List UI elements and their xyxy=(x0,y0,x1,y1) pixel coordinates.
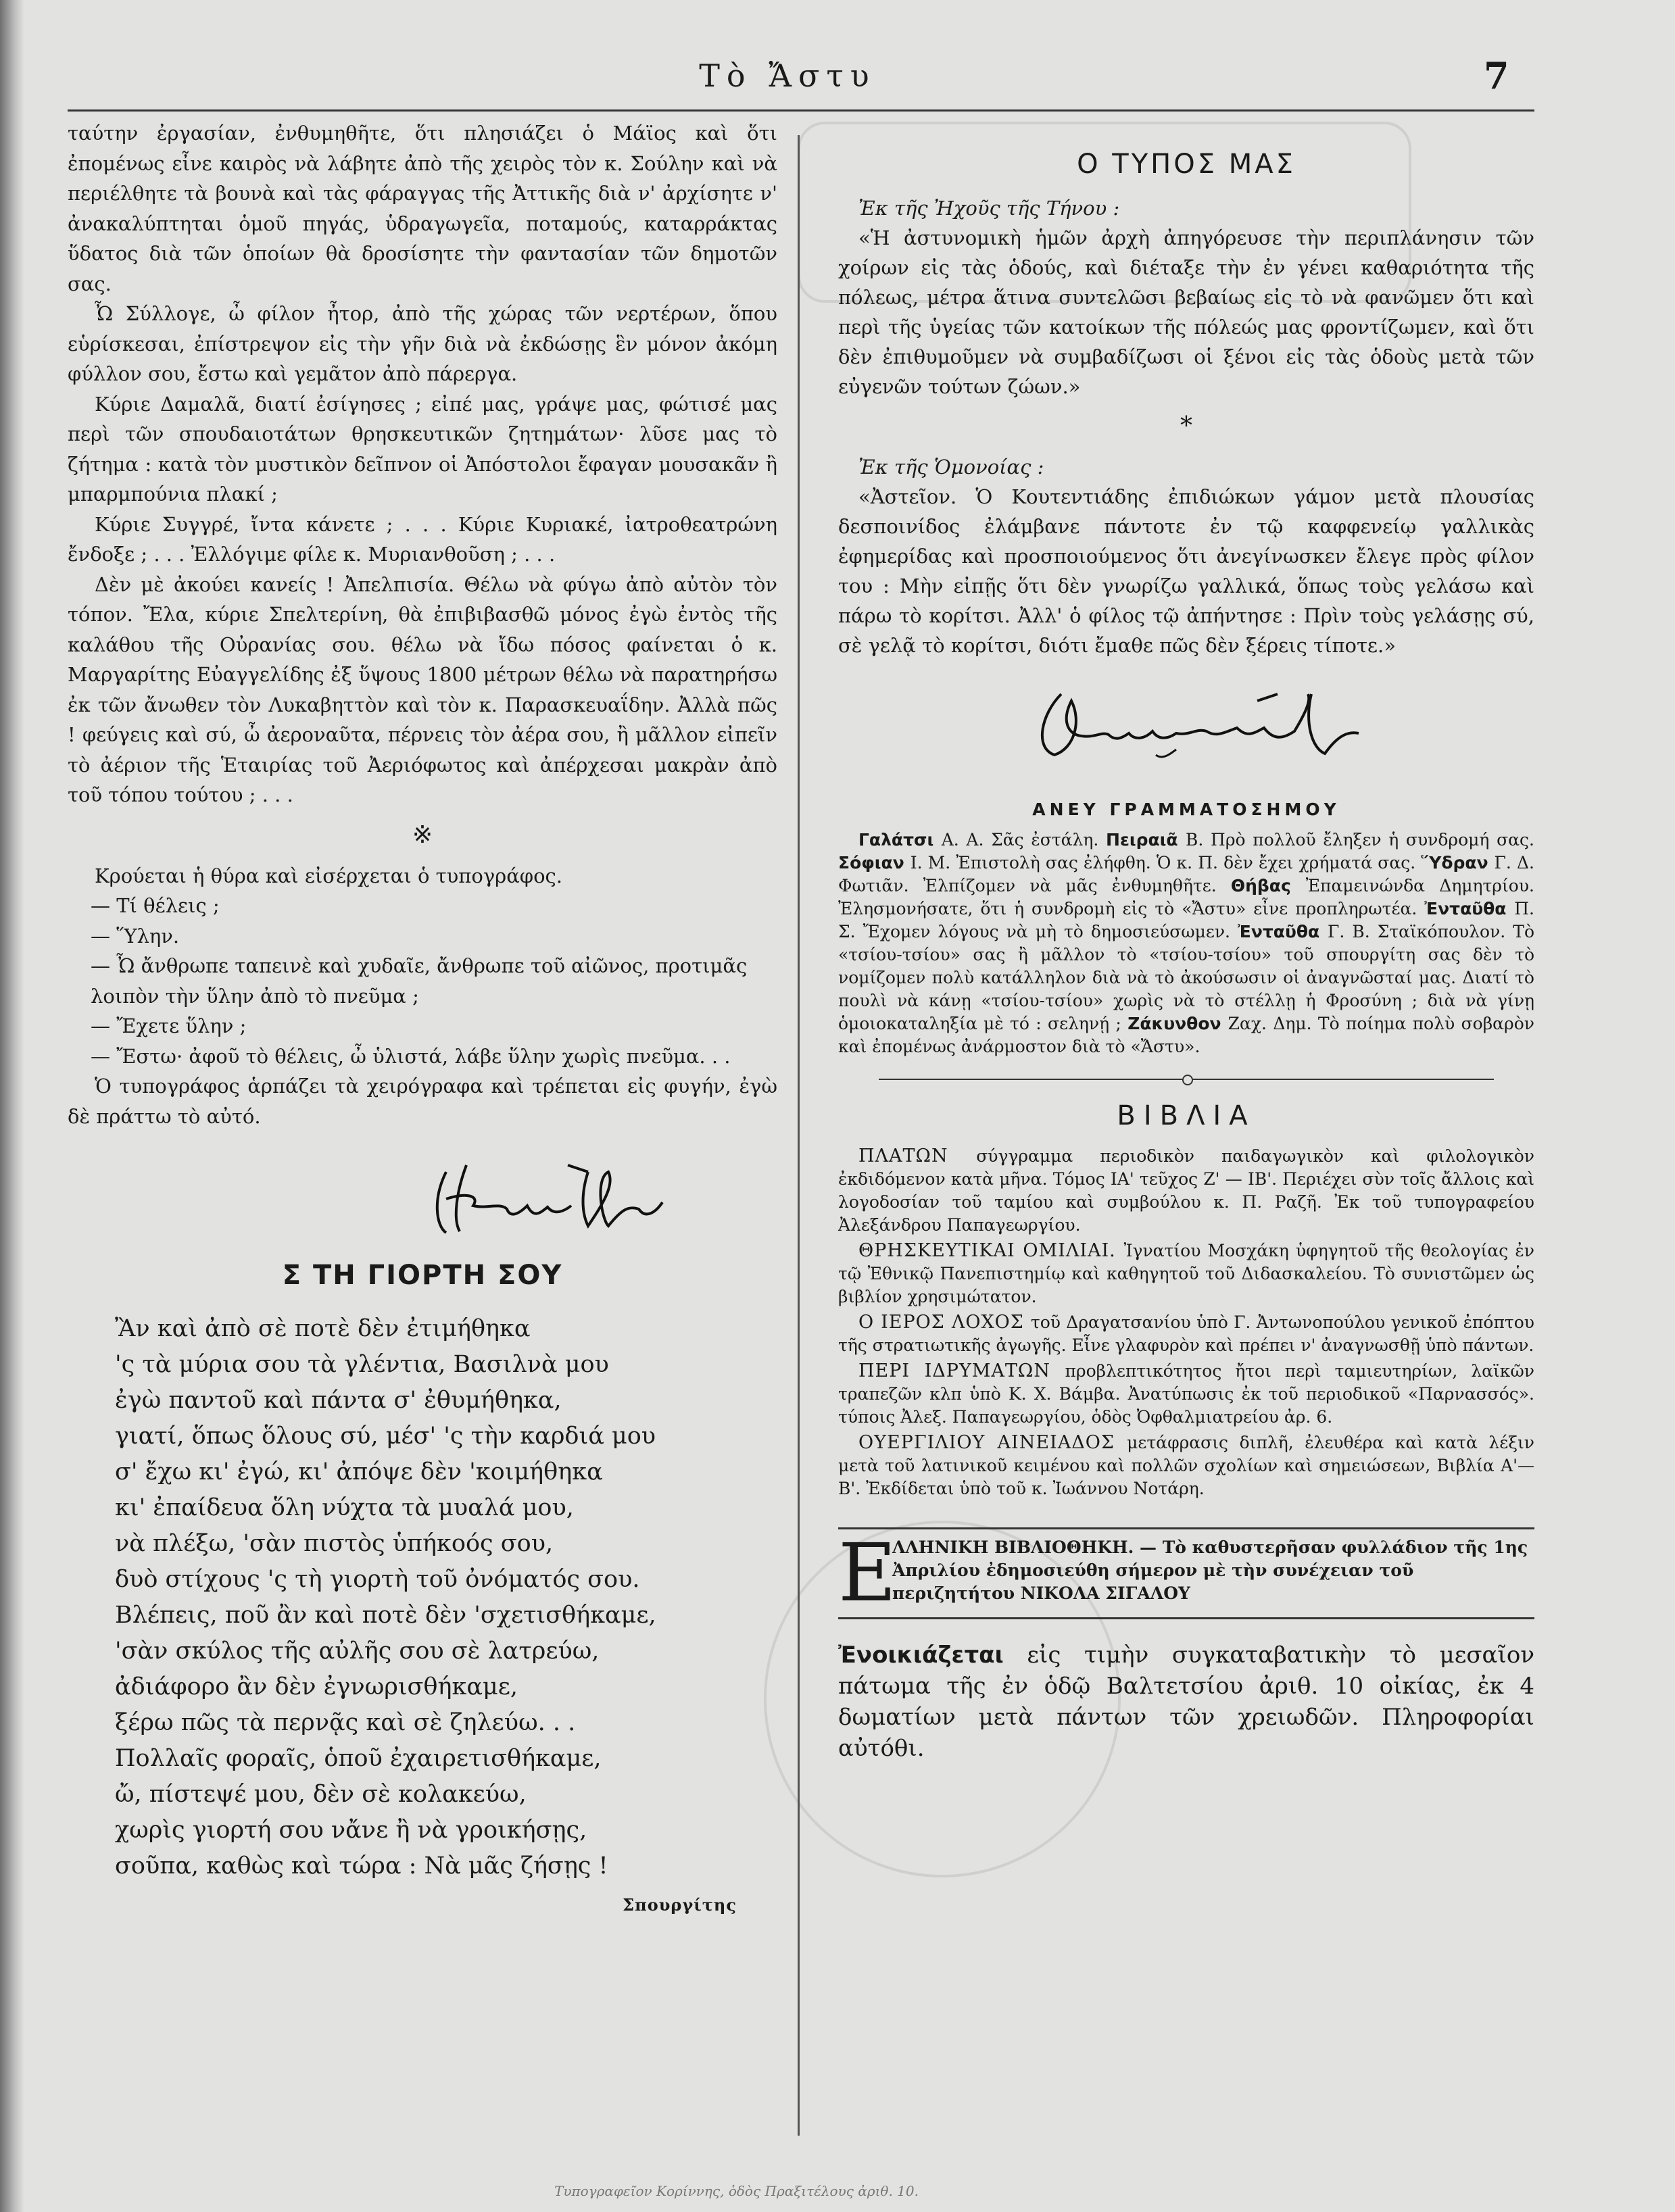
quote: «Ἀστεῖον. Ὁ Κουτεντιάδης ἐπιδιώκων γάμον μετὰ πλουσίας δεσποινίδος ἐλάμβανε πάντοτε ἐν τῷ καφφενείῳ γαλλικὰς ἐφημερίδας καὶ προσποιούμενος ὅτι ἀνεγίνωσκεν ἔλεγε πρὸς φίλον του : Μὴν εἰπῇς ὅτι δὲν γνωρίζω γαλλικά, ὅπως τοὺς γελάσω καὶ πάρω τὸ κορίτσι. Ἀλλ' ὁ φίλος τῷ ἀπήντησε : Πρὶν τοὺς γελάσῃς σύ, σὲ γελᾷ τὸ κορίτσι, διότι ἔμαθε πῶς δὲν ξέρεις τίποτε.» xyxy=(838,485,1534,657)
book-title: Ο ΙΕΡΟΣ ΛΟΧΟΣ xyxy=(858,1312,1031,1333)
book-entry xyxy=(838,1431,1534,1500)
poem-line: χωρὶς γιορτή σου νἄνε ἢ νὰ γροικήσῃς, xyxy=(115,1817,587,1844)
book-title: ΘΡΗΣΚΕΥΤΙΚΑΙ ΟΜΙΛΙΑΙ. xyxy=(858,1240,1124,1261)
divider-ornament xyxy=(1182,1075,1193,1085)
book-description: Ἰγνατίου Μοσχάκη ὑφηγητοῦ τῆς θεολογίας ἐν τῷ Ἐθνικῷ Πανεπιστημίῳ καὶ καθηγητοῦ τοῦ Διδασκαλείου. Τὸ συνιστῶμεν ὡς βιβλίον χρησιμώτατον. xyxy=(838,1241,1534,1306)
dialogue-line: — Τί θέλεις ; xyxy=(91,894,220,917)
poem-line: 'ς τὰ μύρια σου τὰ γλέντια, Βασιλνὰ μου xyxy=(115,1351,609,1378)
correspondent-reply: Ι. Μ. Ἐπιστολὴ σας ἐλήφθη. Ὁ κ. Π. δὲν ἔχει χρήματά σας. xyxy=(910,853,1422,872)
book-description: μετάφρασις διπλῆ, ἐλευθέρα καὶ κατὰ λέξιν μετὰ τοῦ λατινικοῦ κειμένου καὶ πολλῶν σχολίων καὶ σημειώσεων, Βιβλία Α'—Β'. Ἐκδίδεται ὑπὸ τοῦ κ. Ἰωάννου Νοτάρη. xyxy=(838,1433,1534,1498)
source-line: Ἐκ τῆς Ὁμονοίας : xyxy=(858,456,1044,478)
quote: «Ἡ ἀστυνομικὴ ἡμῶν ἀρχὴ ἀπηγόρευσε τὴν περιπλάνησιν τῶν χοίρων εἰς τὰς ὁδούς, καὶ διέταξε τὴν ἐν γένει καθαριότητα τῆς πόλεως, μέτρα ἅτινα συντελῶσι βεβαίως εἰς τὸ νὰ φανῶμεν ὅτι καὶ περὶ τῆς ὑγείας τῶν κατοίκων τῆς πόλεώς μας φροντίζωμεν, καὶ ὅτι δὲν ἐπιθυμοῦμεν νὰ συμβαδίζωσι οἱ ξένοι εἰς τὰς ὁδοὺς μετὰ τῶν εὐγενῶν τούτων ζώων.» xyxy=(838,226,1534,398)
book-title: ΠΛΑΤΩΝ xyxy=(858,1146,977,1166)
section-title-correspondence: ΑΝΕΥ ΓΡΑΜΜΑΤΟΣΗΜΟΥ xyxy=(1032,800,1340,819)
correspondent-name: Ζάκυνθον xyxy=(1127,1014,1228,1033)
correspondent-reply: Ζαχ. Δημ. Τὸ ποίημα πολὺ σοβαρὸν καὶ ἐπομένως ἀνάρμοστον διὰ τὸ «Ἄστυ». xyxy=(838,1014,1534,1056)
poem-line: γιατί, ὅπως ὅλους σύ, μέσ' 'ς τὴν καρδιά μου xyxy=(115,1423,656,1450)
book-entry xyxy=(838,1360,1534,1429)
books-list xyxy=(838,1145,1534,1500)
column-rule xyxy=(798,135,800,2136)
header-rule xyxy=(68,109,1534,112)
section-title-press: Ο ΤΥΠΟΣ ΜΑΣ xyxy=(1077,149,1296,180)
dialogue xyxy=(68,891,777,1071)
poem xyxy=(68,1311,777,1884)
poem-line: κι' ἐπαίδευα ὅλη νύχτα τὰ μυαλά μου, xyxy=(115,1494,574,1521)
poem-line: ὤ, πίστεψέ μου, δὲν σὲ κολακεύω, xyxy=(115,1781,527,1808)
poem-line: Πολλαῖς φοραῖς, ὁποῦ ἐχαιρετισθήκαμε, xyxy=(115,1745,602,1772)
right-column xyxy=(838,142,1534,1787)
correspondent-name: Γαλάτσι xyxy=(858,830,942,850)
advertisement xyxy=(838,1640,1534,1764)
newspaper-title: Τὸ Ἄστυ xyxy=(699,57,876,94)
source-line: Ἐκ τῆς Ἠχοῦς τῆς Τήνου : xyxy=(858,197,1120,220)
paragraph: Ὦ Σύλλογε, ὦ φίλον ἦτορ, ἀπὸ τῆς χώρας τῶν νερτέρων, ὅπου εὑρίσκεσαι, ἐπίστρεψον εἰς τὴν γῆν διὰ νὰ ἐκδώσῃς ἓν μόνον ἀκόμη φύλλον σου, ἔστω καὶ γεμᾶτον ἀπὸ πάρεργα. xyxy=(68,302,777,385)
dialogue-line: — Ὕλην. xyxy=(91,924,180,948)
dialogue-line: — Ὦ ἄνθρωπε ταπεινὲ καὶ χυδαῖε, ἄνθρωπε τοῦ αἰῶνος, προτιμᾶς λοιπὸν τὴν ὕλην ἀπὸ τὸ πνεῦμα ; xyxy=(91,954,748,1008)
section-separator: * xyxy=(1180,412,1192,440)
paragraph: Δὲν μὲ ἀκούει κανείς ! Ἀπελπισία. Θέλω νὰ φύγω ἀπὸ αὐτὸν τὸν τόπον. Ἔλα, κύριε Σπελτερίνη, θὰ ἐπιβιβασθῶ μόνος ἐγὼ ἐντὸς τῆς καλάθου τῆς Οὐρανίας σου. θέλω νὰ ἴδω πόσος φαίνεται ὁ κ. Μαργαρίτης Εὐαγγελίδης ἐξ ὕψους 1800 μέτρων θέλω νὰ παρατηρήσω ἐκ τῶν ἄνωθεν τὸν Λυκαβηττὸν καὶ τὸν κ. Παρασκευαΐδην. Ἀλλὰ πῶς ! φεύγεις καὶ σύ, ὦ ἀεροναῦτα, πέρνεις τὸν ἀέρα σου, ἢ μᾶλλον εἰπεῖν τὸ ἀέριον τῆς Ἑταιρίας τοῦ Ἀεριόφωτος καὶ ἀπέρχεσαι μακρὰν ἀπὸ τοῦ τόπου τούτου ; . . . xyxy=(68,572,777,806)
paragraph: Ὁ τυπογράφος ἁρπάζει τὰ χειρόγραφα καὶ τρέπεται εἰς φυγήν, ἐγὼ δὲ πράττω τὸ αὐτό. xyxy=(68,1075,777,1128)
poem-line: σοῦπα, καθὼς καὶ τώρα : Νὰ μᾶς ζήσῃς ! xyxy=(115,1852,608,1879)
paragraph: Κρούεται ἡ θύρα καὶ εἰσέρχεται ὁ τυπογράφος. xyxy=(95,864,563,887)
section-title-books: ΒΙΒΛΙΑ xyxy=(1117,1100,1256,1131)
correspondent-reply: Β. Πρὸ πολλοῦ ἔληξεν ἡ συνδρομή σας. xyxy=(1186,830,1534,850)
dialogue-line: — Ἔστω· ἀφοῦ τὸ θέλεις, ὦ ὑλιστά, λάβε ὕλην χωρὶς πνεῦμα. . . xyxy=(91,1044,731,1068)
correspondent-reply: Ἐπαμεινώνδα Δημητρίου. Ἐλησμονήσατε, ὅτι ἡ συνδρομὴ εἰς τὸ «Ἄστυ» εἶνε προπληρωτέα. xyxy=(838,876,1535,918)
correspondent-name: Ἐνταῦθα xyxy=(1424,899,1515,918)
section-separator: ※ xyxy=(412,820,433,849)
book-description: σύγγραμμα περιοδικὸν παιδαγωγικὸν καὶ φιλολογικὸν ἐκδιδόμενον κατὰ μῆνα. Τόμος ΙΑ' τεῦχος Ζ' — ΙΒ'. Περιέχει σὺν τοῖς ἄλλοις καὶ λογοδοσίαν τοῦ ταμίου καὶ συμβούλου κ. Π. Ραζῆ. Ἐκ τοῦ τυπογραφείου Ἀλεξάνδρου Παπαγεωργίου. xyxy=(838,1146,1534,1235)
correspondence xyxy=(838,829,1534,1058)
book-entry xyxy=(838,1239,1534,1308)
correspondent-reply: Γ. Δ. Φωτιᾶν. Ἐλπίζομεν νὰ μᾶς ἐνθυμηθῆτε. xyxy=(838,853,1535,895)
poem-line: δυὸ στίχους 'ς τὴ γιορτὴ τοῦ ὀνόματός σου. xyxy=(115,1566,640,1593)
poem-line: Βλέπεις, ποῦ ἂν καὶ ποτὲ δὲν 'σχετισθήκαμε, xyxy=(115,1602,656,1629)
correspondent-name: Ἐνταῦθα xyxy=(1238,922,1328,941)
correspondent-name: Σόφιαν xyxy=(838,853,911,872)
binding-shadow xyxy=(0,0,24,2212)
poem-line: ξέρω πῶς τὰ περνᾷς καὶ σὲ ζηλεύω. . . xyxy=(115,1709,576,1736)
notice-box xyxy=(838,1527,1534,1619)
poem-line: ἐγὼ παντοῦ καὶ πάντα σ' ἐθυμήθηκα, xyxy=(115,1387,562,1414)
correspondent-reply: Π. Σ. Ἔχομεν λόγους νὰ μὴ τὸ δημοσιεύσωμεν. xyxy=(838,899,1534,941)
poem-line: σ' ἔχω κι' ἐγώ, κι' ἀπόψε δὲν 'κοιμήθηκα xyxy=(115,1458,603,1485)
poem-line: νὰ πλέξω, 'σὰν πιστὸς ὑπήκοός σου, xyxy=(115,1530,554,1557)
dialogue-line: — Ἔχετε ὕλην ; xyxy=(91,1014,247,1037)
poem-line: Ἂν καὶ ἀπὸ σὲ ποτὲ δὲν ἐτιμήθηκα xyxy=(115,1315,531,1342)
correspondent-reply: Α. Α. Σᾶς ἐστάλη. xyxy=(941,830,1107,850)
correspondent-name: Ὕδραν xyxy=(1421,853,1495,872)
book-title: ΠΕΡΙ ΙΔΡΥΜΑΤΩΝ xyxy=(858,1360,1065,1381)
correspondent-name: Θήβας xyxy=(1230,876,1306,895)
drop-cap: Ε xyxy=(838,1526,897,1619)
handwritten-signature xyxy=(838,674,1534,775)
book-title: ΟΥΕΡΓΙΛΙΟΥ ΑΙΝΕΙΑΔΟΣ xyxy=(858,1432,1127,1453)
paragraph: Κύριε Συγγρέ, ἴντα κάνετε ; . . . Κύριε Κυριακέ, ἰατροθεατρώνη ἔνδοξε ; . . . Ἐλλόγιμε φίλε κ. Μυριανθοῦση ; . . . xyxy=(68,512,777,566)
book-entry xyxy=(838,1311,1534,1357)
paragraph: ταύτην ἐργασίαν, ἐνθυμηθῆτε, ὅτι πλησιάζει ὁ Μάϊος καὶ ὅτι ἐπομένως εἶνε καιρὸς νὰ λάβητε ἀπὸ τῆς χειρὸς τὸν κ. Σούλην καὶ νὰ περιέλθητε τὰ βουνὰ καὶ τὰς φάραγγας τῆς Ἀττικῆς διὰ ν' ἀρχίσητε ν' ἀνακαλύπτηται ὁμοῦ πηγάς, ὑδραγωγεῖα, ποταμούς, καταρράκτας ὕδατος διὰ τῶν ὁποίων θὰ δροσίσητε τὴν φαντασίαν τῶν δημοτῶν σας. xyxy=(68,122,777,295)
divider xyxy=(879,1079,1494,1080)
printer-footer: Τυπογραφεῖον Κορίννης, ὁδὸς Πραξιτέλους ἀριθ. 10. xyxy=(554,2183,919,2199)
poem-signature: Σπουργίτης xyxy=(623,1895,737,1915)
notice-text: ΛΛΗΝΙΚΗ ΒΙΒΛΙΟΘΗΚΗ. — Τὸ καθυστερῆσαν φυλλάδιον τῆς 1ης Ἀπριλίου ἐδημοσιεύθη σήμερον μὲ τὴν συνέχειαν τοῦ περιζητήτου ΝΙΚΟΛΑ ΣΙΓΑΛΟΥ xyxy=(892,1538,1528,1603)
poem-line: ἀδιάφορο ἂν δὲν ἐγνωρισθήκαμε, xyxy=(115,1673,518,1700)
left-column xyxy=(68,118,777,1915)
handwritten-signature xyxy=(68,1145,777,1246)
book-description: τοῦ Δραγατσανίου ὑπὸ Γ. Ἀντωνοπούλου γενικοῦ ἐπόπτου τῆς στρατιωτικῆς ἀγωγῆς. Εἶνε γλαφυρὸν καὶ πρέπει ν' ἀναγνωσθῇ ὑπὸ πάντων. xyxy=(838,1312,1534,1355)
correspondent-reply: Γ. Β. Σταϊκόπουλον. Τὸ «τσίου-τσίου» σας ἢ μᾶλλον τὸ «τσίου-τσίου» τοῦ σπουργίτη σας δὲν τὸ νομίζομεν πολὺ κατάλληλον διὰ νὰ τὸ ἀκούσωσιν οἱ ἀναγνῶσταί μας. Διατί τὸ πουλὶ νὰ κάνῃ «τσίου-τσίου» χωρὶς νὰ τὸ στέλλῃ ἡ Φροσύνη ; διὰ νὰ γίνῃ ὁμοιοκαταληξία μὲ τό : σεληνῄ ; xyxy=(838,922,1534,1033)
poem-title: Σ ΤΗ ΓΙΟΡΤΗ ΣΟΥ xyxy=(282,1260,563,1291)
ad-lead: Ἐνοικιάζεται xyxy=(838,1642,1004,1669)
book-description: προβλεπτικότητος ἤτοι περὶ ταμιευτηρίων, λαϊκῶν τραπεζῶν κλπ ὑπὸ Κ. Χ. Βάμβα. Ἀνατύπωσις ἐκ τοῦ περιοδικοῦ «Παρνασσός». τύποις Ἀλεξ. Παπαγεωργίου, ὁδὸς Ὀφθαλμιατρείου ἀρ. 6. xyxy=(838,1361,1534,1427)
poem-line: 'σὰν σκύλος τῆς αὐλῆς σου σὲ λατρεύω, xyxy=(115,1638,600,1665)
paragraph: Κύριε Δαμαλᾶ, διατί ἐσίγησες ; εἰπέ μας, γράψε μας, φώτισέ μας περὶ τῶν σπουδαιοτάτων θρησκευτικῶν ζητημάτων· λῦσε μας τὸ ζήτημα : κατὰ τὸν μυστικὸν δεῖπνον οἱ Ἀπόστολοι ἔφαγαν μουσακᾶν ἢ μπαρμπούνια πλακί ; xyxy=(68,392,777,506)
page-number: 7 xyxy=(1484,54,1509,97)
correspondent-name: Πειραιᾶ xyxy=(1106,830,1186,850)
book-entry xyxy=(838,1145,1534,1237)
ad-text: εἰς τιμὴν συγκαταβατικὴν τὸ μεσαῖον πάτωμα τῆς ἐν ὁδῷ Βαλτετσίου ἀριθ. 10 οἰκίας, ἐκ 4 δωματίων μετὰ πάντων τῶν χρειωδῶν. Πληροφορίαι αὐτόθι. xyxy=(838,1642,1534,1762)
